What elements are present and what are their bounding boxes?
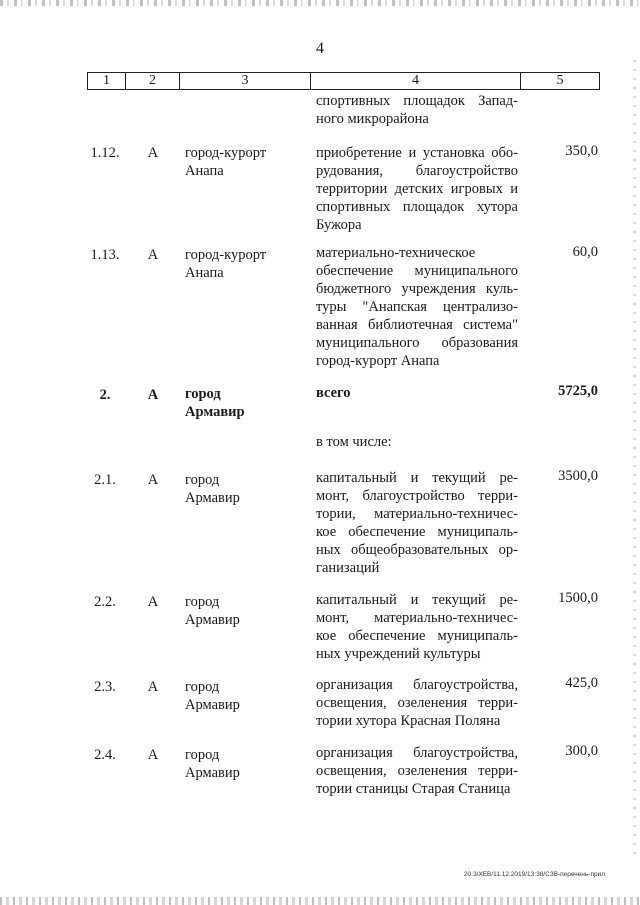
desc-line: муниципального образования [316, 335, 518, 351]
row-category: А [147, 679, 159, 695]
row-amount: 1500,0 [558, 590, 598, 606]
desc-line: капитальный и текущий ре- [316, 470, 518, 486]
desc-line: тории, материально-техничес- [316, 506, 518, 522]
header-col-1: 1 [88, 73, 126, 89]
desc-line: тории хутора Красная Поляна [316, 713, 501, 729]
desc-line: территории детских игровых и [316, 181, 518, 197]
city-line: Армавир [185, 612, 240, 628]
city-line: Армавир [185, 490, 240, 506]
desc-line: кое обеспечение муниципаль- [316, 628, 518, 644]
city-line: город-курорт [185, 247, 267, 263]
city-line: город [185, 679, 220, 695]
city-line: Анапа [185, 163, 224, 179]
desc-line: ных общеобразовательных ор- [316, 542, 518, 558]
scan-edge-right [633, 60, 636, 860]
desc-line: тории станицы Старая Станица [316, 781, 511, 797]
row-city [185, 678, 303, 714]
row-city [185, 471, 303, 507]
row-number: 2. [99, 387, 111, 403]
desc-line: освещения, озеленения терри- [316, 763, 518, 779]
desc-line: ганизаций [316, 560, 380, 576]
desc-line: туры "Анапская централизо- [316, 299, 518, 315]
row-city [185, 385, 303, 421]
row-number: 2.1. [94, 472, 116, 488]
row-description [316, 469, 518, 577]
row-category: А [147, 145, 159, 161]
continued-description [316, 92, 518, 128]
row-description [316, 244, 518, 370]
desc-line: материально-техническое [316, 245, 476, 261]
row-amount: 5725,0 [558, 383, 598, 399]
desc-line: капитальный и текущий ре- [316, 592, 518, 608]
header-col-3: 3 [180, 73, 311, 89]
scan-edge-top [0, 0, 640, 6]
row-number: 1.13. [90, 247, 120, 263]
desc-line: приобретение и установка обо- [316, 145, 518, 161]
header-col-2: 2 [126, 73, 180, 89]
desc-line: спортивных площадок Запад- [316, 93, 518, 109]
header-col-5: 5 [556, 73, 564, 88]
row-number: 1.12. [90, 145, 120, 161]
desc-line: бюджетного учреждения куль- [316, 281, 518, 297]
desc-line: обеспечение муниципального [316, 263, 518, 279]
desc-line: ных учреждений культуры [316, 646, 481, 662]
row-number: 2.2. [94, 594, 116, 610]
desc-line: кое обеспечение муниципаль- [316, 524, 518, 540]
row-description [316, 744, 518, 798]
row-city [185, 746, 303, 782]
row-description [316, 384, 518, 402]
city-line: город [185, 386, 221, 402]
desc-line: ного микрорайона [316, 111, 429, 127]
desc-line: монт, материально-техничес- [316, 610, 518, 626]
scan-edge-bottom [0, 897, 640, 905]
row-number: 2.3. [94, 679, 116, 695]
desc-line: ванная библиотечная система" [316, 317, 518, 333]
row-description [316, 591, 518, 663]
row-category: А [147, 594, 159, 610]
row-amount: 3500,0 [558, 468, 598, 484]
row-category: А [147, 247, 159, 263]
row-category: А [147, 472, 159, 488]
row-city [185, 144, 303, 180]
header-col-4: 4 [311, 73, 521, 89]
row-amount: 350,0 [565, 143, 598, 159]
desc-line: рудования, благоустройство [316, 163, 518, 179]
city-line: Анапа [185, 265, 224, 281]
city-line: Армавир [185, 765, 240, 781]
city-line: Армавир [185, 404, 245, 420]
row-number: 2.4. [94, 747, 116, 763]
desc-line: всего [316, 385, 351, 401]
row-amount: 60,0 [572, 244, 598, 260]
row-city [185, 593, 303, 629]
page-number: 4 [316, 40, 324, 57]
city-line: город [185, 594, 220, 610]
city-line: Армавир [185, 697, 240, 713]
footer-stamp: 20.3/ХЕВ/11.12.2019/13:38/СЗВ-перечень-прил [463, 871, 605, 878]
row-amount: 300,0 [565, 743, 598, 759]
city-line: город [185, 747, 220, 763]
desc-line: освещения, озеленения терри- [316, 695, 518, 711]
row-description [316, 676, 518, 730]
row-category: А [147, 387, 159, 403]
subtotal-note: в том числе: [316, 434, 392, 450]
row-city [185, 246, 303, 282]
row-category: А [147, 747, 159, 763]
table-header-row [87, 72, 600, 90]
desc-line: Бужора [316, 217, 362, 233]
desc-line: организация благоустройства, [316, 677, 518, 693]
city-line: город [185, 472, 220, 488]
row-amount: 425,0 [565, 675, 598, 691]
desc-line: организация благоустройства, [316, 745, 518, 761]
desc-line: город-курорт Анапа [316, 353, 440, 369]
city-line: город-курорт [185, 145, 267, 161]
row-description [316, 144, 518, 234]
desc-line: спортивных площадок хутора [316, 199, 518, 215]
desc-line: монт, благоустройство терри- [316, 488, 518, 504]
